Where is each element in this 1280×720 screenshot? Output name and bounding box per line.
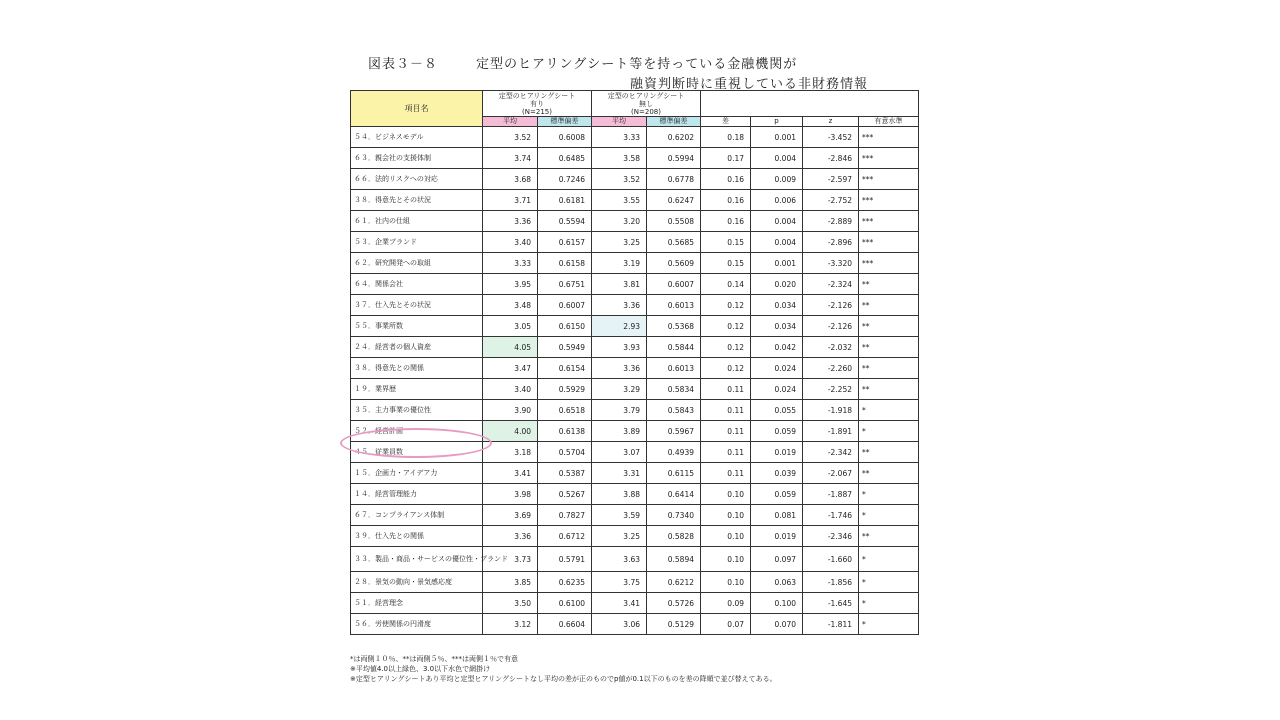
table-cell-significance: * [859, 572, 919, 593]
table-cell-item: ３９．仕入先との関係 [351, 526, 483, 547]
table-cell-sd-with: 0.6008 [538, 127, 592, 148]
table-cell-sd-with: 0.5704 [538, 442, 592, 463]
table-cell-mean-with: 3.36 [483, 526, 538, 547]
note-line1: *は両側１０％、**は両側５％、***は両側１％で有意 [350, 655, 518, 663]
table-cell-z: -2.346 [803, 526, 859, 547]
document-page [340, 48, 920, 700]
table-cell-mean-with: 3.71 [483, 190, 538, 211]
table-cell-z: -2.597 [803, 169, 859, 190]
table-cell-item: １４．経営管理能力 [351, 484, 483, 505]
header-item-name: 項目名 [351, 91, 483, 127]
table-row [351, 316, 919, 337]
table-row [351, 127, 919, 148]
table-cell-z: -1.891 [803, 421, 859, 442]
header-mean-with: 平均 [483, 117, 538, 127]
table-cell-item: ３３．製品・商品・サービスの優位性・ブランド [351, 547, 483, 572]
table-cell-mean-with: 3.33 [483, 253, 538, 274]
table-cell-p: 0.020 [751, 274, 803, 295]
table-cell-significance: * [859, 484, 919, 505]
table-cell-sd-with: 0.6157 [538, 232, 592, 253]
table-cell-mean-with: 4.00 [483, 421, 538, 442]
table-cell-sd-with: 0.5929 [538, 379, 592, 400]
table-cell-p: 0.055 [751, 400, 803, 421]
table-cell-mean-without: 3.55 [592, 190, 647, 211]
table-cell-item: ５２．経営計画 [351, 421, 483, 442]
figure-title-line1 [368, 53, 797, 72]
note-line3: ※定型ヒアリングシートあり平均と定型ヒアリングシートなし平均の差が正のものでp値が0.1以下のものを差の降順で並び替えてある。 [350, 675, 777, 683]
notes [350, 654, 777, 684]
table-cell-mean-without: 3.81 [592, 274, 647, 295]
table-cell-diff: 0.12 [701, 337, 751, 358]
table-cell-significance: * [859, 614, 919, 635]
table-cell-diff: 0.10 [701, 505, 751, 526]
table-cell-sd-with: 0.6604 [538, 614, 592, 635]
table-cell-z: -1.811 [803, 614, 859, 635]
table-cell-diff: 0.12 [701, 358, 751, 379]
header-without-line1: 定型のヒアリングシート [607, 92, 685, 100]
table-cell-mean-without: 3.36 [592, 295, 647, 316]
table-cell-mean-with: 3.95 [483, 274, 538, 295]
table-cell-sd-without: 0.7340 [647, 505, 701, 526]
header-sd-with: 標準偏差 [538, 117, 592, 127]
table-cell-p: 0.004 [751, 232, 803, 253]
table-cell-diff: 0.10 [701, 526, 751, 547]
table-cell-mean-without: 3.93 [592, 337, 647, 358]
table-cell-significance: ** [859, 442, 919, 463]
table-cell-significance: ** [859, 337, 919, 358]
table-row [351, 358, 919, 379]
table-cell-sd-with: 0.6150 [538, 316, 592, 337]
table-cell-sd-with: 0.6181 [538, 190, 592, 211]
table-cell-mean-with: 3.40 [483, 232, 538, 253]
table-cell-sd-without: 0.5844 [647, 337, 701, 358]
table-cell-p: 0.034 [751, 316, 803, 337]
table-cell-sd-without: 0.5368 [647, 316, 701, 337]
table-cell-item: ６２．研究開発への取組 [351, 253, 483, 274]
table-cell-diff: 0.10 [701, 572, 751, 593]
table-cell-item: ３７．仕入先とその状況 [351, 295, 483, 316]
table-cell-sd-without: 0.5685 [647, 232, 701, 253]
table-cell-p: 0.059 [751, 421, 803, 442]
results-table [350, 90, 919, 635]
table-cell-diff: 0.12 [701, 316, 751, 337]
table-cell-mean-without: 3.59 [592, 505, 647, 526]
table-cell-mean-with: 4.05 [483, 337, 538, 358]
table-cell-diff: 0.15 [701, 253, 751, 274]
figure-title-line2: 融資判断時に重視している非財務情報 [630, 77, 869, 92]
table-cell-sd-without: 0.6013 [647, 295, 701, 316]
header-group-without [592, 91, 701, 117]
table-row [351, 148, 919, 169]
table-cell-mean-without: 3.52 [592, 169, 647, 190]
table-cell-item: ６７．コンプライアンス体制 [351, 505, 483, 526]
table-cell-diff: 0.16 [701, 169, 751, 190]
table-cell-diff: 0.12 [701, 295, 751, 316]
table-row [351, 232, 919, 253]
table-cell-mean-without: 3.63 [592, 547, 647, 572]
table-cell-mean-with: 3.48 [483, 295, 538, 316]
table-cell-sd-without: 0.5609 [647, 253, 701, 274]
table-cell-significance: * [859, 547, 919, 572]
header-without-line2: 無し [639, 100, 653, 108]
table-cell-p: 0.024 [751, 379, 803, 400]
table-cell-mean-without: 3.89 [592, 421, 647, 442]
table-cell-p: 0.063 [751, 572, 803, 593]
table-row [351, 295, 919, 316]
table-cell-item: ４５．従業員数 [351, 442, 483, 463]
table-cell-sd-without: 0.6007 [647, 274, 701, 295]
table-cell-sd-without: 0.5994 [647, 148, 701, 169]
table-cell-z: -1.645 [803, 593, 859, 614]
table-cell-mean-with: 3.47 [483, 358, 538, 379]
table-cell-sd-with: 0.6518 [538, 400, 592, 421]
table-cell-sd-without: 0.5894 [647, 547, 701, 572]
table-cell-sd-with: 0.6158 [538, 253, 592, 274]
table-cell-mean-without: 3.25 [592, 232, 647, 253]
header-sd-without: 標準偏差 [647, 117, 701, 127]
table-row [351, 190, 919, 211]
table-cell-sd-with: 0.5387 [538, 463, 592, 484]
table-cell-z: -2.342 [803, 442, 859, 463]
table-row [351, 211, 919, 232]
table-cell-significance: ** [859, 463, 919, 484]
table-cell-p: 0.070 [751, 614, 803, 635]
table-cell-sd-with: 0.5791 [538, 547, 592, 572]
table-cell-sd-without: 0.5726 [647, 593, 701, 614]
table-cell-sd-without: 0.6013 [647, 358, 701, 379]
table-cell-item: １９．業界歴 [351, 379, 483, 400]
table-cell-sd-with: 0.7246 [538, 169, 592, 190]
table-cell-mean-with: 3.68 [483, 169, 538, 190]
table-cell-item: ６４．関係会社 [351, 274, 483, 295]
table-cell-significance: *** [859, 169, 919, 190]
table-cell-p: 0.006 [751, 190, 803, 211]
table-cell-sd-with: 0.6007 [538, 295, 592, 316]
table-cell-mean-without: 3.29 [592, 379, 647, 400]
table-cell-z: -1.660 [803, 547, 859, 572]
table-cell-diff: 0.18 [701, 127, 751, 148]
table-cell-significance: ** [859, 316, 919, 337]
table-cell-mean-without: 3.33 [592, 127, 647, 148]
table-cell-significance: ** [859, 274, 919, 295]
table-cell-item: ６３．親会社の支援体制 [351, 148, 483, 169]
table-cell-z: -2.067 [803, 463, 859, 484]
figure-label: 図表３－８ [368, 57, 439, 72]
table-cell-mean-without: 3.36 [592, 358, 647, 379]
table-cell-z: -2.324 [803, 274, 859, 295]
table-cell-significance: *** [859, 232, 919, 253]
table-cell-mean-without: 3.19 [592, 253, 647, 274]
table-cell-p: 0.009 [751, 169, 803, 190]
table-cell-item: ２４．経営者の個人資産 [351, 337, 483, 358]
table-cell-sd-with: 0.5949 [538, 337, 592, 358]
table-cell-sd-with: 0.6751 [538, 274, 592, 295]
table-cell-significance: *** [859, 211, 919, 232]
table-row [351, 505, 919, 526]
table-cell-significance: *** [859, 127, 919, 148]
table-cell-p: 0.042 [751, 337, 803, 358]
table-cell-diff: 0.16 [701, 211, 751, 232]
table-cell-significance: *** [859, 253, 919, 274]
header-significance: 有意水準 [859, 117, 919, 127]
table-cell-mean-without: 3.07 [592, 442, 647, 463]
table-cell-diff: 0.07 [701, 614, 751, 635]
table-row [351, 526, 919, 547]
table-row [351, 614, 919, 635]
table-cell-p: 0.001 [751, 127, 803, 148]
table-row [351, 169, 919, 190]
table-cell-p: 0.019 [751, 526, 803, 547]
table-cell-item: ５３．企業ブランド [351, 232, 483, 253]
table-cell-mean-without: 3.25 [592, 526, 647, 547]
table-cell-sd-without: 0.6247 [647, 190, 701, 211]
table-cell-z: -2.126 [803, 316, 859, 337]
table-cell-z: -2.846 [803, 148, 859, 169]
table-cell-z: -1.918 [803, 400, 859, 421]
highlight-ellipse [340, 428, 492, 458]
table-cell-sd-without: 0.6414 [647, 484, 701, 505]
table-cell-mean-without: 3.79 [592, 400, 647, 421]
table-cell-sd-with: 0.7827 [538, 505, 592, 526]
table-cell-p: 0.081 [751, 505, 803, 526]
table-cell-sd-with: 0.6100 [538, 593, 592, 614]
table-cell-sd-with: 0.5594 [538, 211, 592, 232]
table-cell-mean-with: 3.90 [483, 400, 538, 421]
table-cell-z: -1.746 [803, 505, 859, 526]
table-cell-mean-with: 3.73 [483, 547, 538, 572]
table-cell-diff: 0.11 [701, 442, 751, 463]
table-cell-sd-without: 0.4939 [647, 442, 701, 463]
table-row [351, 484, 919, 505]
table-row [351, 572, 919, 593]
table-cell-sd-without: 0.6115 [647, 463, 701, 484]
table-cell-item: ６６．法的リスクへの対応 [351, 169, 483, 190]
table-cell-mean-with: 3.18 [483, 442, 538, 463]
table-cell-item: ５１．経営理念 [351, 593, 483, 614]
header-mean-without: 平均 [592, 117, 647, 127]
table-cell-p: 0.019 [751, 442, 803, 463]
table-cell-z: -1.887 [803, 484, 859, 505]
header-p: p [751, 117, 803, 127]
table-cell-p: 0.097 [751, 547, 803, 572]
table-cell-sd-without: 0.5967 [647, 421, 701, 442]
table-cell-mean-with: 3.69 [483, 505, 538, 526]
table-row [351, 274, 919, 295]
table-cell-sd-with: 0.6235 [538, 572, 592, 593]
table-cell-item: ３８．得意先との関係 [351, 358, 483, 379]
table-cell-mean-without: 3.88 [592, 484, 647, 505]
table-row [351, 379, 919, 400]
table-cell-z: -2.889 [803, 211, 859, 232]
table-cell-mean-with: 3.98 [483, 484, 538, 505]
table-cell-sd-without: 0.5508 [647, 211, 701, 232]
table-cell-diff: 0.15 [701, 232, 751, 253]
table-cell-item: ５６．労使関係の円滑度 [351, 614, 483, 635]
table-cell-significance: ** [859, 295, 919, 316]
table-cell-sd-with: 0.5267 [538, 484, 592, 505]
table-cell-z: -2.126 [803, 295, 859, 316]
table-cell-sd-without: 0.5834 [647, 379, 701, 400]
table-cell-mean-with: 3.36 [483, 211, 538, 232]
header-group-with [483, 91, 592, 117]
table-cell-item: ５４．ビジネスモデル [351, 127, 483, 148]
table-cell-diff: 0.16 [701, 190, 751, 211]
table-cell-item: ３５．主力事業の優位性 [351, 400, 483, 421]
table-cell-sd-with: 0.6154 [538, 358, 592, 379]
table-cell-z: -2.896 [803, 232, 859, 253]
table-cell-sd-with: 0.6485 [538, 148, 592, 169]
table-cell-z: -2.752 [803, 190, 859, 211]
table-row [351, 337, 919, 358]
table-row [351, 463, 919, 484]
table-cell-sd-without: 0.6202 [647, 127, 701, 148]
table-cell-p: 0.004 [751, 211, 803, 232]
table-cell-mean-without: 3.20 [592, 211, 647, 232]
header-blank [701, 91, 919, 117]
table-cell-sd-without: 0.5828 [647, 526, 701, 547]
table-cell-p: 0.024 [751, 358, 803, 379]
header-without-line3: (N=208) [631, 108, 661, 116]
table-cell-significance: * [859, 593, 919, 614]
table-cell-significance: * [859, 400, 919, 421]
table-cell-diff: 0.10 [701, 484, 751, 505]
table-cell-diff: 0.09 [701, 593, 751, 614]
table-cell-sd-without: 0.5843 [647, 400, 701, 421]
title-text-1: 定型のヒアリングシート等を持っている金融機関が [476, 57, 798, 72]
table-cell-diff: 0.11 [701, 421, 751, 442]
table-cell-mean-without: 3.75 [592, 572, 647, 593]
table-cell-significance: *** [859, 148, 919, 169]
table-cell-diff: 0.10 [701, 547, 751, 572]
table-cell-mean-with: 3.85 [483, 572, 538, 593]
table-cell-mean-with: 3.41 [483, 463, 538, 484]
table-cell-z: -1.856 [803, 572, 859, 593]
table-row [351, 253, 919, 274]
table-cell-mean-with: 3.50 [483, 593, 538, 614]
table-cell-diff: 0.11 [701, 400, 751, 421]
table-cell-p: 0.004 [751, 148, 803, 169]
table-cell-mean-with: 3.05 [483, 316, 538, 337]
table-cell-sd-without: 0.6778 [647, 169, 701, 190]
table-row [351, 400, 919, 421]
table-cell-mean-with: 3.40 [483, 379, 538, 400]
table-cell-p: 0.039 [751, 463, 803, 484]
table-cell-diff: 0.14 [701, 274, 751, 295]
table-row [351, 547, 919, 572]
table-cell-mean-with: 3.74 [483, 148, 538, 169]
table-cell-item: ３８．得意先とその状況 [351, 190, 483, 211]
table-cell-significance: ** [859, 526, 919, 547]
table-cell-significance: ** [859, 358, 919, 379]
table-cell-significance: ** [859, 379, 919, 400]
table-cell-sd-without: 0.6212 [647, 572, 701, 593]
header-with-line2: 有り [530, 100, 544, 108]
table-cell-mean-without: 3.06 [592, 614, 647, 635]
header-z: z [803, 117, 859, 127]
table-cell-z: -2.260 [803, 358, 859, 379]
table-cell-sd-with: 0.6712 [538, 526, 592, 547]
table-cell-z: -2.032 [803, 337, 859, 358]
table-cell-p: 0.059 [751, 484, 803, 505]
table-cell-z: -2.252 [803, 379, 859, 400]
table-cell-significance: * [859, 421, 919, 442]
table-cell-diff: 0.17 [701, 148, 751, 169]
header-diff: 差 [701, 117, 751, 127]
table-cell-mean-without: 3.41 [592, 593, 647, 614]
table-cell-z: -3.452 [803, 127, 859, 148]
table-cell-p: 0.100 [751, 593, 803, 614]
table-cell-p: 0.001 [751, 253, 803, 274]
note-line2: ※平均値4.0以上緑色、3.0以下水色で網掛け [350, 665, 491, 673]
table-cell-mean-without: 3.31 [592, 463, 647, 484]
table-cell-z: -3.320 [803, 253, 859, 274]
table-cell-sd-with: 0.6138 [538, 421, 592, 442]
table-cell-diff: 0.11 [701, 463, 751, 484]
header-with-line1: 定型のヒアリングシート [498, 92, 576, 100]
table-cell-item: ５５．事業所数 [351, 316, 483, 337]
table-cell-mean-with: 3.52 [483, 127, 538, 148]
table-cell-mean-with: 3.12 [483, 614, 538, 635]
table-cell-significance: * [859, 505, 919, 526]
table-cell-sd-without: 0.5129 [647, 614, 701, 635]
table-cell-item: ２８．景気の動向・景気感応度 [351, 572, 483, 593]
table-cell-item: １５．企画力・アイデア力 [351, 463, 483, 484]
table-cell-p: 0.034 [751, 295, 803, 316]
table-cell-mean-without: 2.93 [592, 316, 647, 337]
table-cell-diff: 0.11 [701, 379, 751, 400]
table-cell-item: ６１．社内の仕組 [351, 211, 483, 232]
table-cell-significance: *** [859, 190, 919, 211]
table-row [351, 593, 919, 614]
header-with-line3: (N=215) [522, 108, 552, 116]
table-cell-mean-without: 3.58 [592, 148, 647, 169]
